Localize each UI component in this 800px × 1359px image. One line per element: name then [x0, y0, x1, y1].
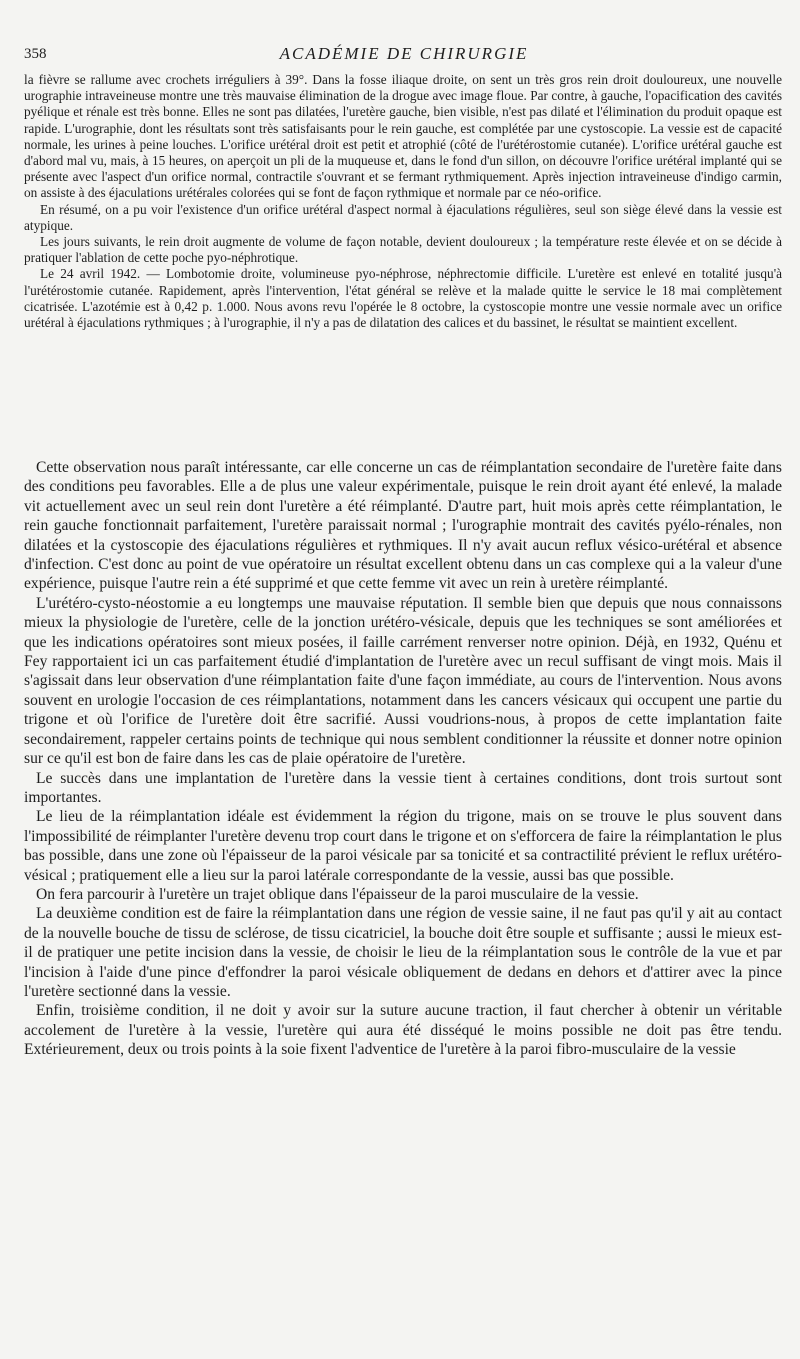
page-number: 358 — [24, 46, 47, 62]
page-header — [24, 44, 784, 66]
case-note-paragraph: Les jours suivants, le rein droit augmente de volume de façon notable, devient douloureux ; la température reste élevée et on se décide à pratiquer l'ablation de cette poche pyo-néphrotique. — [24, 234, 782, 266]
main-text — [24, 458, 782, 1060]
body-paragraph: Le succès dans une implantation de l'uretère dans la vessie tient à certaines conditions, dont trois surtout sont importantes. — [24, 769, 782, 806]
body-paragraph: L'urétéro-cysto-néostomie a eu longtemps une mauvaise réputation. Il semble bien que depuis que nous connaissons mieux la physiologie de l'uretère, celle de la jonction urétéro-vésicale, depuis que les techniques se sont améliorées et que les indications opératoires sont mieux posées, il faille carrément renverser notre opinion. Déjà, en 1932, Quénu et Fey rapportaient ici un cas parfaitement étudié d'implantation de l'uretère avec un recul suffisant de vingt mois. Mais il s'agissait dans leur observation d'une réimplantation faite d'une façon immédiate, au cours de l'intervention. Nous avons souvent en urologie l'occasion de ces réimplantations, notamment dans les cancers vésicaux qui occupent une partie du trigone et où l'orifice de l'uretère doit être sacrifié. Aussi voudrions-nous, à propos de cette implantation faite secondairement, rappeler certains points de technique qui nous semblent conditionner la réussite et donner notre opinion sur ce qu'il est bon de faire dans les cas de plaie opératoire de l'uretère. — [24, 594, 782, 768]
body-paragraph: La deuxième condition est de faire la réimplantation dans une région de vessie saine, il ne faut pas qu'il y ait au contact de la nouvelle bouche de tissu de sclérose, de tissu cicatriciel, la bouche doit être souple et suffisante ; aussi le mieux est-il de pratiquer une petite incision dans la vessie, de choisir le lieu de la réimplantation sous le contrôle de la vue et par l'incision à l'aide d'une pince d'effondrer la paroi vésicale obliquement de dedans en dehors et d'attirer avec la pince l'uretère sectionné dans la vessie. — [24, 905, 782, 1000]
body-paragraph: Enfin, troisième condition, il ne doit y avoir sur la suture aucune traction, il faut chercher à obtenir un véritable accolement de l'uretère à la vessie, l'uretère qui aura été disséqué le moins possible ne doit pas être tendu. Extérieurement, deux ou trois points à la soie fixent l'adventice de l'uretère à la paroi fibro-musculaire de la vessie — [24, 1002, 782, 1059]
case-note-paragraph: En résumé, on a pu voir l'existence d'un orifice urétéral d'aspect normal à éjaculations régulières, seul son siège élevé dans la vessie est atypique. — [24, 201, 782, 233]
case-notes — [24, 72, 782, 331]
case-note-paragraph: la fièvre se rallume avec crochets irréguliers à 39°. Dans la fosse iliaque droite, on sent un très gros rein droit douloureux, une nouvelle urographie intraveineuse montre une très mauvaise élimination de la drogue avec image floue. Par contre, à gauche, l'opacification des cavités pyélique et rénale est très bonne. Elles ne sont pas dilatées, l'uretère gauche, bien visible, n'est pas dilaté et l'élimination du produit opaque est rapide. L'urographie, dont les résultats sont très satisfaisants pour le rein gauche, est complétée par une cystoscopie. La vessie est de capacité normale, les urines à peine louches. L'orifice urétéral droit est petit et atrophié (côté de l'urétérostomie cutanée). L'orifice urétéral gauche est d'abord mal vu, mais, à 15 heures, on aperçoit un pli de la muqueuse et, dans le fond d'un sillon, on découvre l'orifice urétéral implanté qui se présente avec l'aspect d'un orifice normal, contractile s'ouvrant et se fermant rythmiquement. Après injection intraveineuse d'indigo carmin, on assiste à des éjaculations urétérales colorées qui se font de façon rythmique et normale par ce néo-orifice. — [24, 72, 782, 201]
body-paragraph: Le lieu de la réimplantation idéale est évidemment la région du trigone, mais on se trouve le plus souvent dans l'impossibilité de réimplanter l'uretère devenu trop court dans le trigone et on s'efforcera de faire la réimplantation le plus bas possible, dans une zone où l'épaisseur de la paroi vésicale par sa tonicité et sa contractilité prévient le reflux urétéro-vésical ; pratiquement elle a lieu sur la paroi latérale correspondante de la vessie, aussi bas que possible. — [24, 808, 782, 884]
body-paragraph: On fera parcourir à l'uretère un trajet oblique dans l'épaisseur de la paroi musculaire de la vessie. — [36, 885, 639, 903]
case-note-paragraph: Le 24 avril 1942. — Lombotomie droite, volumineuse pyo-néphrose, néphrectomie difficile. L'uretère est enlevé en totalité jusqu'à l'urétérostomie cutanée. Rapidement, après l'intervention, l'état général se relève et la malade quitte le service le 18 mai complètement cicatrisée. L'azotémie est à 0,42 p. 1.000. Nous avons revu l'opérée le 8 octobre, la cystoscopie montre une vessie normale avec un orifice urétéral à éjaculations rythmiques ; à l'urographie, il n'y a pas de dilatation des calices et du bassinet, le résultat se maintient excellent. — [24, 266, 782, 331]
running-title: ACADÉMIE DE CHIRURGIE — [279, 44, 529, 63]
body-paragraph: Cette observation nous paraît intéressante, car elle concerne un cas de réimplantation secondaire de l'uretère faite dans des conditions peu favorables. Elle a de plus une valeur expérimentale, puisque le rein droit ayant été enlevé, la malade vit actuellement avec un seul rein dont l'uretère a été réimplanté. D'autre part, huit mois après cette réimplantation, le rein gauche fonctionnait parfaitement, l'uretère paraissait normal ; l'urographie montrait des cavités pyélo-rénales, non dilatées et la cystoscopie des éjaculations régulières et rythmiques. Il n'y avait aucun reflux vésico-urétéral et absence d'infection. C'est donc au point de vue opératoire un résultat excellent obtenu dans un cas complexe qui a la valeur d'une expérience, puisque l'autre rein a été supprimé et que cette femme vit avec un rein à uretère réimplanté. — [24, 459, 782, 593]
